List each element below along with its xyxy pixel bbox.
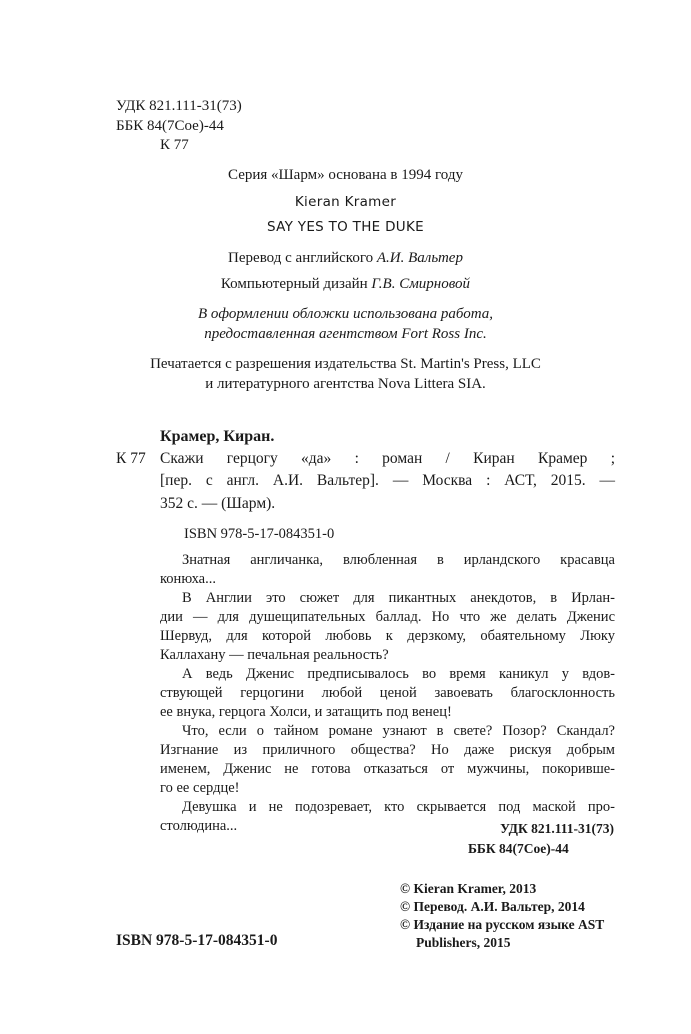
annotation-line: Каллахану — печальная реальность?: [160, 647, 389, 663]
author-mark: К 77: [160, 137, 189, 153]
design-credit: [0, 275, 691, 293]
catalog-line: [пер. с англ. А.И. Вальтер]. — Москва : АСТ, 2015. —: [160, 472, 615, 490]
annotation-line: конюха...: [160, 571, 216, 587]
annotation-line: Девушка и не подозревает, кто скрывается под маской про-: [182, 799, 615, 815]
catalog-line: Скажи герцогу «да» : роман / Киран Крамер ;: [160, 450, 615, 467]
udk-code: УДК 821.111-31(73): [116, 98, 242, 114]
design-prefix: Компьютерный дизайн: [220, 276, 372, 292]
original-title: SAY YES TO THE DUKE: [267, 219, 424, 235]
annotation-line: го ее сердце!: [160, 780, 240, 796]
annotation-line: Шервуд, для которой любовь к дерзкому, обаятельному Люку: [160, 628, 615, 644]
annotation-line: Изгнание из приличного общества? Но даже рискуя добрым: [160, 742, 615, 758]
annotation: [160, 551, 615, 836]
designer-name: Г.В. Смирновой: [371, 276, 471, 292]
translator-name: А.И. Вальтер: [376, 250, 463, 266]
series-note: Серия «Шарм» основана в 1994 году: [228, 167, 463, 183]
cover-note-line-2: предоставленная агентством Fort Ross Inc.: [204, 326, 487, 342]
copyright-line: © Перевод. А.И. Вальтер, 2014: [400, 899, 585, 914]
original-author: Kieran Kramer: [294, 194, 397, 210]
annotation-line: А ведь Дженис предписывалось во время каникул у вдов-: [182, 666, 615, 682]
permission-line-2: и литературного агентства Nova Littera SIA.: [205, 376, 486, 392]
copyright-line: Publishers, 2015: [416, 935, 511, 950]
copyright-line: © Kieran Kramer, 2013: [400, 881, 537, 896]
cover-note-line-1: В оформлении обложки использована работа,: [197, 306, 493, 322]
translation-prefix: Перевод с английского: [228, 250, 377, 266]
catalog-isbn: ISBN 978-5-17-084351-0: [184, 526, 335, 542]
annotation-line: ее внука, герцога Холси, и затащить под венец!: [160, 704, 452, 720]
annotation-line: именем, Дженис не готова отказаться от мужчины, покоривше-: [160, 761, 615, 777]
annotation-line: В Англии это сюжет для пикантных анекдотов, в Ирлан-: [182, 590, 615, 606]
annotation-line: Знатная англичанка, влюбленная в ирландского красавца: [182, 552, 615, 568]
footer-bbk: ББК 84(7Сое)-44: [468, 841, 569, 856]
translation-credit: [0, 249, 691, 267]
annotation-line: дии — для душещипательных баллад. Но что же делать Дженис: [160, 609, 615, 625]
copyright-line: © Издание на русском языке AST: [400, 917, 605, 932]
catalog-heading: Крамер, Киран.: [160, 428, 275, 445]
permission-line-1: Печатается с разрешения издательства St. Martin's Press, LLC: [150, 356, 541, 372]
annotation-line: ствующей герцогини любой ценой завоевать благосклонность: [160, 685, 615, 701]
annotation-line: столюдина...: [160, 818, 238, 834]
isbn-bottom: ISBN 978-5-17-084351-0: [116, 932, 278, 949]
catalog-mark: К 77: [116, 450, 146, 467]
bbk-code: ББК 84(7Сое)-44: [116, 118, 224, 134]
catalog-description: [160, 448, 615, 515]
catalog-line: 352 с. — (Шарм).: [160, 494, 276, 512]
annotation-line: Что, если о тайном романе узнают в свете? Позор? Скандал?: [182, 723, 615, 739]
footer-udk: УДК 821.111-31(73): [500, 821, 614, 836]
